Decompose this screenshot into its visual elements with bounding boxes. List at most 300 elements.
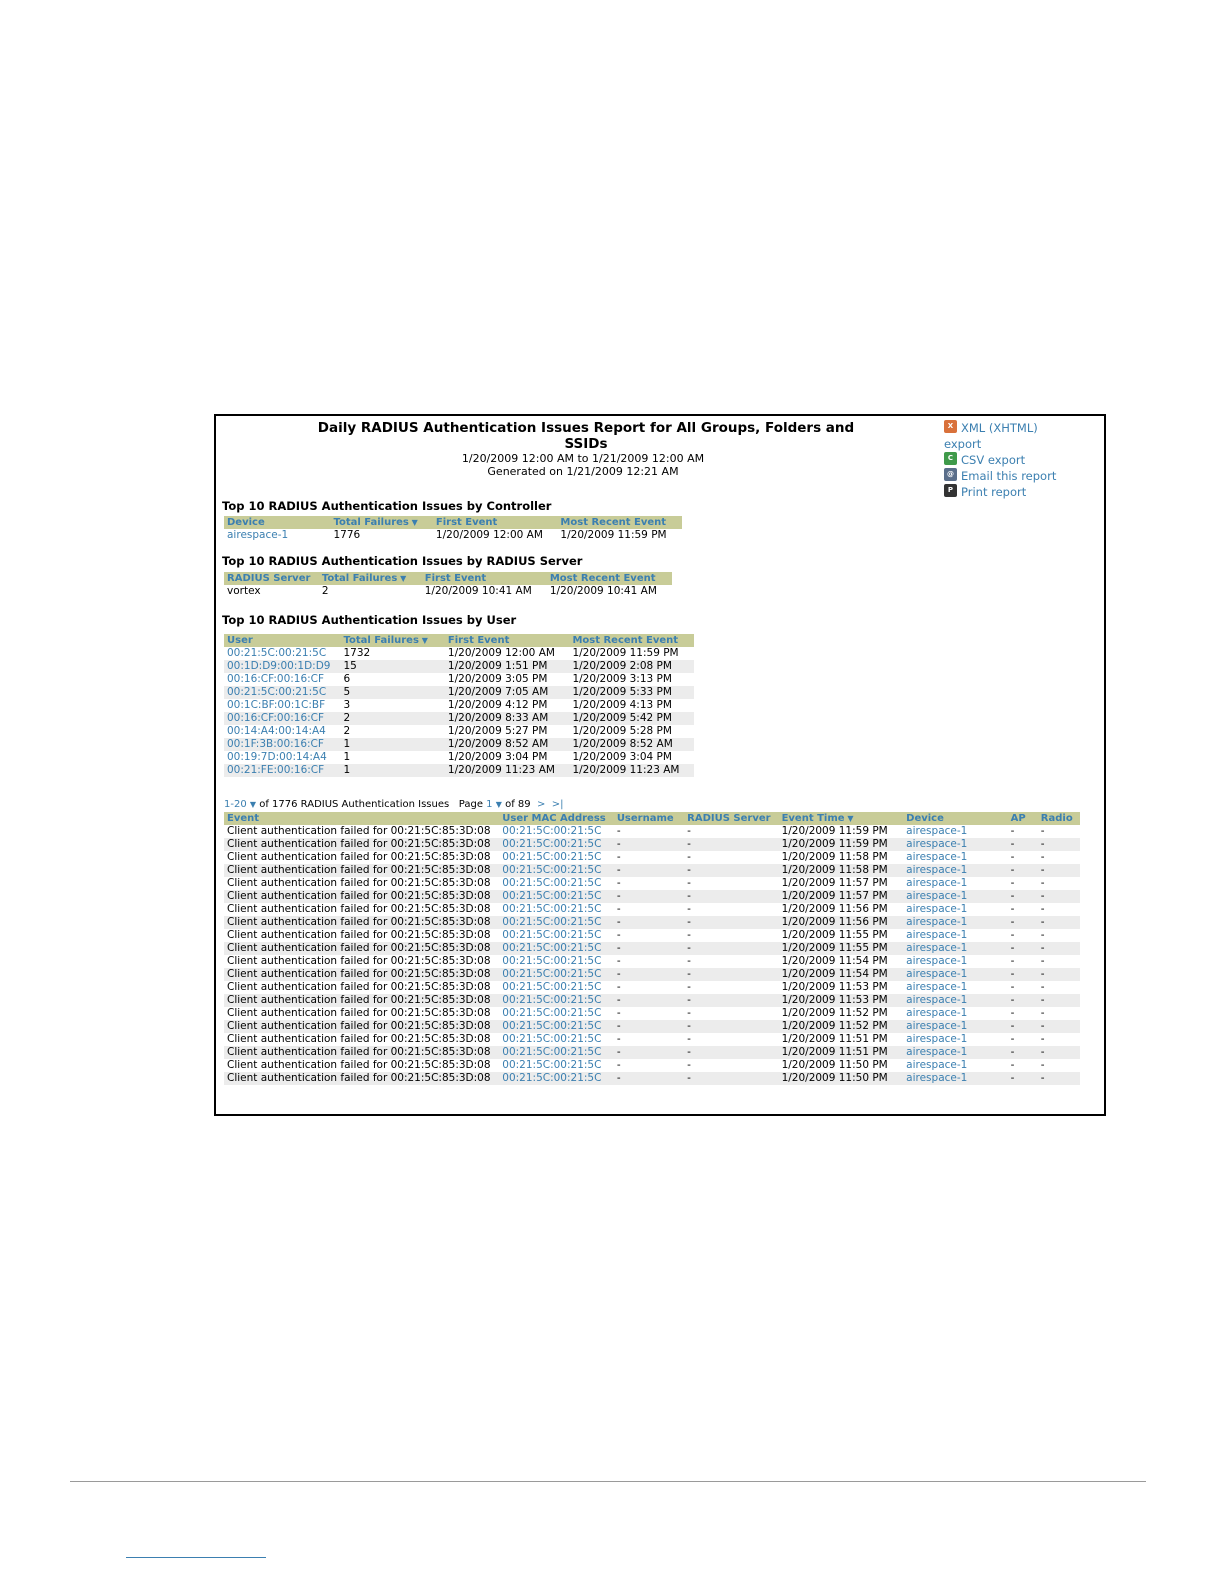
table-cell: - <box>1038 1046 1080 1059</box>
sort-down-arrow-icon[interactable]: ▼ <box>844 814 854 823</box>
table-cell: - <box>616 955 621 967</box>
table-cell: - <box>1008 994 1038 1007</box>
table-cell: 1/20/2009 11:53 PM <box>781 981 888 993</box>
table-cell: - <box>684 968 778 981</box>
table-row <box>224 1020 1080 1033</box>
column-header[interactable] <box>330 516 432 529</box>
table-cell: 6 <box>343 673 351 685</box>
column-header-label[interactable]: First Event <box>424 573 487 584</box>
page-size-selector[interactable]: 1-20 <box>224 799 247 810</box>
next-page-button[interactable]: > <box>536 799 546 810</box>
report-frame <box>214 414 1106 1116</box>
table-cell: 1/20/2009 11:23 AM <box>569 764 694 777</box>
table-cell: Client authentication failed for 00:21:5C:85:3D:08 <box>224 1072 499 1085</box>
table-cell: - <box>1040 851 1045 863</box>
cell-link[interactable]: 00:21:5C:00:21:5C <box>502 877 602 889</box>
column-header-label[interactable]: Device <box>906 813 944 824</box>
table-cell: - <box>616 877 621 889</box>
column-header[interactable] <box>224 516 330 529</box>
table-cell: 1/20/2009 11:52 PM <box>781 1007 888 1019</box>
table-cell: 1/20/2009 11:51 PM <box>781 1033 888 1045</box>
column-header[interactable] <box>779 812 904 825</box>
cell-link[interactable]: 00:16:CF:00:16:CF <box>227 673 325 685</box>
table-cell: 1/20/2009 11:52 PM <box>779 1020 904 1033</box>
table-row <box>224 712 694 725</box>
column-header-label[interactable]: Total Failures <box>343 635 419 646</box>
table-cell: 5 <box>340 686 444 699</box>
email-report-link[interactable] <box>944 468 1104 484</box>
cell-link[interactable]: 00:21:5C:00:21:5C <box>499 942 614 955</box>
table-cell: 1/20/2009 11:59 PM <box>572 647 679 659</box>
cell-link[interactable]: 00:21:5C:00:21:5C <box>502 1007 602 1019</box>
column-header[interactable] <box>224 572 319 585</box>
column-header[interactable] <box>903 812 1007 825</box>
cell-link[interactable]: airespace-1 <box>906 929 968 941</box>
table-cell: 2 <box>340 712 444 725</box>
chevron-down-icon[interactable]: ▼ <box>495 800 502 809</box>
cell-link[interactable]: airespace-1 <box>903 916 1007 929</box>
table-cell: 1/20/2009 11:50 PM <box>781 1059 888 1071</box>
table-cell: 1/20/2009 5:42 PM <box>569 712 694 725</box>
report-title: Daily RADIUS Authentication Issues Report for All Groups, Folders and SSIDs <box>317 420 855 452</box>
table-cell: 1/20/2009 11:59 PM <box>779 838 904 851</box>
table-cell: 1/20/2009 11:53 PM <box>779 994 904 1007</box>
table-cell: - <box>1040 877 1045 889</box>
column-header[interactable] <box>433 516 558 529</box>
table-row <box>224 660 694 673</box>
table-cell: - <box>1010 825 1015 837</box>
user-section-title: Top 10 RADIUS Authentication Issues by User <box>222 613 517 627</box>
table-header-row <box>224 812 1080 825</box>
column-header[interactable] <box>684 812 778 825</box>
table-cell: - <box>1040 903 1045 915</box>
csv-export-label[interactable]: CSV export <box>961 453 1026 467</box>
cell-link[interactable]: airespace-1 <box>903 968 1007 981</box>
table-cell: - <box>1038 968 1080 981</box>
table-cell: - <box>614 1046 684 1059</box>
table-cell: - <box>1010 1059 1015 1071</box>
table-cell: Client authentication failed for 00:21:5C:85:3D:08 <box>224 1020 499 1033</box>
table-cell: 1732 <box>343 647 371 659</box>
table-row <box>224 903 1080 916</box>
cell-link[interactable]: 00:21:5C:00:21:5C <box>499 994 614 1007</box>
column-header[interactable] <box>1008 812 1038 825</box>
column-header-label[interactable]: AP <box>1010 813 1026 824</box>
column-header-label[interactable]: Most Recent Event <box>549 573 656 584</box>
export-panel <box>944 420 1104 500</box>
table-cell: - <box>1038 994 1080 1007</box>
table-row <box>224 1033 1080 1046</box>
table-row <box>224 929 1080 942</box>
column-header[interactable] <box>422 572 547 585</box>
table-cell: - <box>614 1020 684 1033</box>
cell-link[interactable]: 00:21:FE:00:16:CF <box>224 764 340 777</box>
column-header-label[interactable]: First Event <box>435 517 498 528</box>
column-header-label[interactable]: First Event <box>447 635 510 646</box>
table-row <box>224 686 694 699</box>
cell-link[interactable]: 00:19:7D:00:14:A4 <box>227 751 327 763</box>
column-header-label[interactable]: Most Recent Event <box>572 635 679 646</box>
table-row <box>224 738 694 751</box>
xml-export-label[interactable]: XML (XHTML) <box>961 421 1038 435</box>
xml-file-icon: X <box>944 420 957 433</box>
table-cell: - <box>1040 1059 1045 1071</box>
column-header-label[interactable]: Radio <box>1040 813 1073 824</box>
cell-link[interactable]: airespace-1 <box>906 955 968 967</box>
cell-link[interactable]: airespace-1 <box>906 903 968 915</box>
table-cell: - <box>1008 838 1038 851</box>
cell-link[interactable]: airespace-1 <box>906 1059 968 1071</box>
xml-export-link[interactable] <box>944 420 1104 436</box>
chevron-down-icon[interactable]: ▼ <box>249 800 257 809</box>
cell-link[interactable]: 00:21:5C:00:21:5C <box>499 968 614 981</box>
column-header[interactable] <box>224 812 499 825</box>
sort-down-arrow-icon[interactable]: ▼ <box>418 636 428 645</box>
cell-link[interactable]: 00:21:5C:00:21:5C <box>502 955 602 967</box>
table-cell: - <box>684 838 778 851</box>
table-cell: - <box>1008 942 1038 955</box>
cell-link[interactable]: airespace-1 <box>903 1046 1007 1059</box>
table-cell: Client authentication failed for 00:21:5C:85:3D:08 <box>227 981 491 993</box>
table-row <box>224 864 1080 877</box>
csv-export-link[interactable] <box>944 452 1104 468</box>
table-cell: 1 <box>340 738 444 751</box>
table-cell: - <box>687 981 691 993</box>
table-cell: - <box>1038 1072 1080 1085</box>
table-cell: 1/20/2009 12:00 AM <box>447 647 555 659</box>
table-cell: Client authentication failed for 00:21:5C:85:3D:08 <box>224 916 499 929</box>
column-header-label[interactable]: User MAC Address <box>502 813 606 824</box>
table-cell: 1/20/2009 10:41 AM <box>424 585 532 597</box>
cell-link[interactable]: 00:14:A4:00:14:A4 <box>227 725 326 737</box>
report-date-range <box>416 452 750 478</box>
table-cell: Client authentication failed for 00:21:5C:85:3D:08 <box>227 877 491 889</box>
table-cell: - <box>614 994 684 1007</box>
table-cell: - <box>1010 877 1015 889</box>
table-cell: - <box>1040 929 1045 941</box>
cell-link[interactable]: 00:1F:3B:00:16:CF <box>224 738 340 751</box>
table-cell: - <box>687 825 691 837</box>
cell-link[interactable]: airespace-1 <box>903 1072 1007 1085</box>
table-cell: - <box>687 903 691 915</box>
table-cell: - <box>614 1072 684 1085</box>
cell-link[interactable]: 00:21:5C:00:21:5C <box>502 1059 602 1071</box>
column-header[interactable] <box>569 634 694 647</box>
table-cell: - <box>687 851 691 863</box>
table-cell: - <box>687 877 691 889</box>
table-row <box>224 942 1080 955</box>
cell-link[interactable]: airespace-1 <box>903 864 1007 877</box>
email-report-label[interactable]: Email this report <box>961 469 1057 483</box>
pagination-bar <box>224 799 563 810</box>
controller-table <box>224 516 682 542</box>
cell-link[interactable]: 00:21:5C:00:21:5C <box>499 916 614 929</box>
table-cell: 1/20/2009 10:41 AM <box>549 585 657 597</box>
table-cell: - <box>1040 825 1045 837</box>
print-report-label[interactable]: Print report <box>961 485 1027 499</box>
table-cell: Client authentication failed for 00:21:5C:85:3D:08 <box>224 890 499 903</box>
table-cell: 1/20/2009 2:08 PM <box>569 660 694 673</box>
column-header[interactable] <box>1038 812 1080 825</box>
table-row <box>224 1007 1080 1020</box>
table-cell: - <box>614 890 684 903</box>
cell-link[interactable]: 00:21:5C:00:21:5C <box>499 838 614 851</box>
table-cell: - <box>1038 890 1080 903</box>
table-row <box>224 529 682 542</box>
table-cell: - <box>684 1020 778 1033</box>
column-header-label[interactable]: User <box>227 635 253 646</box>
table-cell: - <box>1040 1033 1045 1045</box>
cell-link[interactable]: 00:21:5C:00:21:5C <box>502 825 602 837</box>
table-cell: - <box>616 851 621 863</box>
table-cell: - <box>1008 968 1038 981</box>
table-cell: - <box>1008 916 1038 929</box>
table-cell: 1/20/2009 1:51 PM <box>445 660 570 673</box>
cell-link[interactable]: 00:1D:D9:00:1D:D9 <box>224 660 340 673</box>
table-cell: 1/20/2009 11:55 PM <box>781 929 888 941</box>
table-cell: - <box>1010 929 1015 941</box>
table-cell: 1/20/2009 11:58 PM <box>779 864 904 877</box>
column-header[interactable] <box>614 812 684 825</box>
table-cell: - <box>1010 851 1015 863</box>
cell-link[interactable]: airespace-1 <box>227 529 289 541</box>
table-row <box>224 955 1080 968</box>
table-cell: 1/20/2009 3:04 PM <box>572 751 672 763</box>
cell-link[interactable]: 00:1C:BF:00:1C:BF <box>227 699 326 711</box>
column-header[interactable] <box>547 572 672 585</box>
table-cell: - <box>684 942 778 955</box>
table-cell: - <box>1008 890 1038 903</box>
cell-link[interactable]: 00:21:5C:00:21:5C <box>502 981 602 993</box>
table-cell: 1 <box>343 751 351 763</box>
cell-link[interactable]: airespace-1 <box>903 838 1007 851</box>
cell-link[interactable]: airespace-1 <box>903 890 1007 903</box>
cell-link[interactable]: airespace-1 <box>906 851 968 863</box>
events-table <box>224 812 1080 1085</box>
table-cell: - <box>614 838 684 851</box>
table-cell: - <box>687 1033 691 1045</box>
table-cell: 1/20/2009 11:56 PM <box>779 916 904 929</box>
table-cell: - <box>616 981 621 993</box>
column-header-label[interactable]: RADIUS Server <box>227 573 311 584</box>
table-cell: 1/20/2009 11:54 PM <box>779 968 904 981</box>
table-row <box>224 751 694 764</box>
column-header[interactable] <box>224 634 340 647</box>
pager-total-text: of 1776 RADIUS Authentication Issues <box>259 799 450 810</box>
table-cell: - <box>1008 1072 1038 1085</box>
table-row <box>224 994 1080 1007</box>
cell-link[interactable]: airespace-1 <box>906 981 968 993</box>
column-header-label[interactable]: Most Recent Event <box>560 517 667 528</box>
cell-link[interactable]: 00:21:5C:00:21:5C <box>502 851 602 863</box>
table-cell: Client authentication failed for 00:21:5C:85:3D:08 <box>224 1046 499 1059</box>
table-cell: Client authentication failed for 00:21:5C:85:3D:08 <box>224 994 499 1007</box>
table-cell: - <box>1010 903 1015 915</box>
table-cell: 1/20/2009 11:50 PM <box>779 1072 904 1085</box>
user-table <box>224 634 694 777</box>
table-cell: - <box>1010 1033 1015 1045</box>
cell-link[interactable]: 00:21:5C:00:21:5C <box>502 903 602 915</box>
table-cell: - <box>1040 1007 1045 1019</box>
table-cell: - <box>1008 864 1038 877</box>
cell-link[interactable]: airespace-1 <box>906 877 968 889</box>
cell-link[interactable]: 00:21:5C:00:21:5C <box>499 1046 614 1059</box>
table-cell: Client authentication failed for 00:21:5C:85:3D:08 <box>224 838 499 851</box>
table-cell: - <box>616 825 621 837</box>
xml-export-label-2[interactable]: export <box>944 437 982 451</box>
table-row <box>224 916 1080 929</box>
table-cell: 1/20/2009 4:12 PM <box>447 699 548 711</box>
table-cell: - <box>616 903 621 915</box>
cell-link[interactable]: airespace-1 <box>906 825 968 837</box>
table-row <box>224 764 694 777</box>
column-header-label[interactable]: Event <box>227 813 260 824</box>
pager-page-label: Page <box>458 799 483 810</box>
table-cell: - <box>684 890 778 903</box>
table-header-row <box>224 634 694 647</box>
table-cell: 1776 <box>333 529 361 541</box>
table-cell: Client authentication failed for 00:21:5C:85:3D:08 <box>227 851 491 863</box>
table-cell: 1/20/2009 11:59 PM <box>560 529 667 541</box>
table-cell: 1/20/2009 11:23 AM <box>445 764 570 777</box>
table-cell: - <box>1038 1020 1080 1033</box>
table-header-row <box>224 572 672 585</box>
table-cell: vortex <box>227 585 261 597</box>
column-header-label[interactable]: RADIUS Server <box>687 813 771 824</box>
table-cell: - <box>1010 955 1015 967</box>
sort-down-arrow-icon[interactable]: ▼ <box>408 518 418 527</box>
table-cell: 1/20/2009 3:05 PM <box>447 673 548 685</box>
column-header-label[interactable]: Total Failures <box>321 573 398 584</box>
table-cell: - <box>614 942 684 955</box>
server-section-title: Top 10 RADIUS Authentication Issues by RADIUS Server <box>222 554 583 568</box>
table-cell: - <box>614 916 684 929</box>
column-header-label[interactable]: Username <box>616 813 674 824</box>
table-row <box>224 1046 1080 1059</box>
cell-link[interactable]: 00:21:5C:00:21:5C <box>499 864 614 877</box>
table-cell: 1/20/2009 5:33 PM <box>569 686 694 699</box>
table-cell: 1/20/2009 11:54 PM <box>781 955 888 967</box>
csv-file-icon: C <box>944 452 957 465</box>
column-header[interactable] <box>319 572 422 585</box>
table-cell: - <box>1010 1007 1015 1019</box>
table-row <box>224 699 694 712</box>
server-table <box>224 572 672 598</box>
table-cell: Client authentication failed for 00:21:5C:85:3D:08 <box>227 903 491 915</box>
table-cell: 1/20/2009 11:51 PM <box>779 1046 904 1059</box>
table-cell: 1/20/2009 8:33 AM <box>445 712 570 725</box>
table-cell: - <box>614 968 684 981</box>
pager-of-pages: of 89 <box>505 799 531 810</box>
table-cell: 1 <box>340 764 444 777</box>
column-header-label[interactable]: Device <box>227 517 265 528</box>
table-row <box>224 825 1080 838</box>
table-cell: 3 <box>343 699 351 711</box>
cell-link[interactable]: 00:21:5C:00:21:5C <box>499 1020 614 1033</box>
table-row <box>224 1059 1080 1072</box>
table-cell: - <box>616 1059 621 1071</box>
table-cell: - <box>616 1033 621 1045</box>
cell-link[interactable]: airespace-1 <box>903 942 1007 955</box>
table-cell: - <box>687 1007 691 1019</box>
cell-link[interactable]: 00:21:5C:00:21:5C <box>499 1072 614 1085</box>
table-cell: - <box>684 916 778 929</box>
table-row <box>224 968 1080 981</box>
column-header[interactable] <box>340 634 444 647</box>
table-cell: - <box>1008 1046 1038 1059</box>
table-cell: 1/20/2009 11:59 PM <box>781 825 888 837</box>
cell-link[interactable]: airespace-1 <box>903 994 1007 1007</box>
sort-down-arrow-icon[interactable]: ▼ <box>397 574 407 583</box>
cell-link[interactable]: 00:16:CF:00:16:CF <box>224 712 340 725</box>
column-header[interactable] <box>445 634 570 647</box>
print-report-link[interactable] <box>944 484 1104 500</box>
cell-link[interactable]: 00:21:5C:00:21:5C <box>227 647 327 659</box>
table-cell: - <box>684 1072 778 1085</box>
cell-link[interactable]: 00:21:5C:00:21:5C <box>499 890 614 903</box>
table-cell: 1/20/2009 11:58 PM <box>781 851 888 863</box>
controller-section-title: Top 10 RADIUS Authentication Issues by Controller <box>222 499 552 513</box>
footer-link-underline[interactable] <box>126 1557 266 1558</box>
cell-link[interactable]: airespace-1 <box>906 1007 968 1019</box>
page-number-selector[interactable]: 1 <box>486 799 493 810</box>
table-cell: 1/20/2009 7:05 AM <box>445 686 570 699</box>
table-cell: 1/20/2009 4:13 PM <box>572 699 672 711</box>
table-cell: - <box>1038 838 1080 851</box>
cell-link[interactable]: 00:21:5C:00:21:5C <box>502 929 602 941</box>
table-cell: - <box>1010 981 1015 993</box>
table-cell: Client authentication failed for 00:21:5C:85:3D:08 <box>224 942 499 955</box>
column-header[interactable] <box>557 516 682 529</box>
table-cell: - <box>687 1059 691 1071</box>
table-row <box>224 838 1080 851</box>
email-icon: @ <box>944 468 957 481</box>
table-cell: Client authentication failed for 00:21:5C:85:3D:08 <box>227 955 491 967</box>
cell-link[interactable]: airespace-1 <box>903 1020 1007 1033</box>
cell-link[interactable]: airespace-1 <box>906 1033 968 1045</box>
table-cell: 1/20/2009 11:55 PM <box>779 942 904 955</box>
table-cell: 1/20/2009 8:52 AM <box>569 738 694 751</box>
table-cell: 1/20/2009 11:57 PM <box>781 877 888 889</box>
table-cell: 1/20/2009 11:56 PM <box>781 903 888 915</box>
table-header-row <box>224 516 682 529</box>
table-cell: 15 <box>340 660 444 673</box>
table-cell: 1/20/2009 11:57 PM <box>779 890 904 903</box>
printer-icon: P <box>944 484 957 497</box>
column-header-label[interactable]: Total Failures <box>333 517 409 528</box>
table-cell: 1/20/2009 12:00 AM <box>435 529 543 541</box>
cell-link[interactable]: 00:21:5C:00:21:5C <box>502 1033 602 1045</box>
last-page-button[interactable]: >| <box>551 799 564 810</box>
table-cell: - <box>616 1007 621 1019</box>
footer-divider <box>70 1481 1146 1482</box>
table-cell: 1/20/2009 8:52 AM <box>445 738 570 751</box>
cell-link[interactable]: 00:21:5C:00:21:5C <box>224 686 340 699</box>
table-cell: - <box>1038 942 1080 955</box>
table-row <box>224 851 1080 864</box>
table-cell: - <box>614 864 684 877</box>
table-cell: - <box>1038 916 1080 929</box>
date-range-text: 1/20/2009 12:00 AM to 1/21/2009 12:00 AM <box>461 452 705 465</box>
column-header[interactable] <box>499 812 614 825</box>
table-row <box>224 673 694 686</box>
table-cell: Client authentication failed for 00:21:5C:85:3D:08 <box>227 1007 491 1019</box>
table-cell: Client authentication failed for 00:21:5C:85:3D:08 <box>227 825 491 837</box>
table-row <box>224 647 694 660</box>
table-cell: - <box>684 864 778 877</box>
column-header-label[interactable]: Event Time <box>781 813 845 824</box>
table-cell: - <box>684 1046 778 1059</box>
